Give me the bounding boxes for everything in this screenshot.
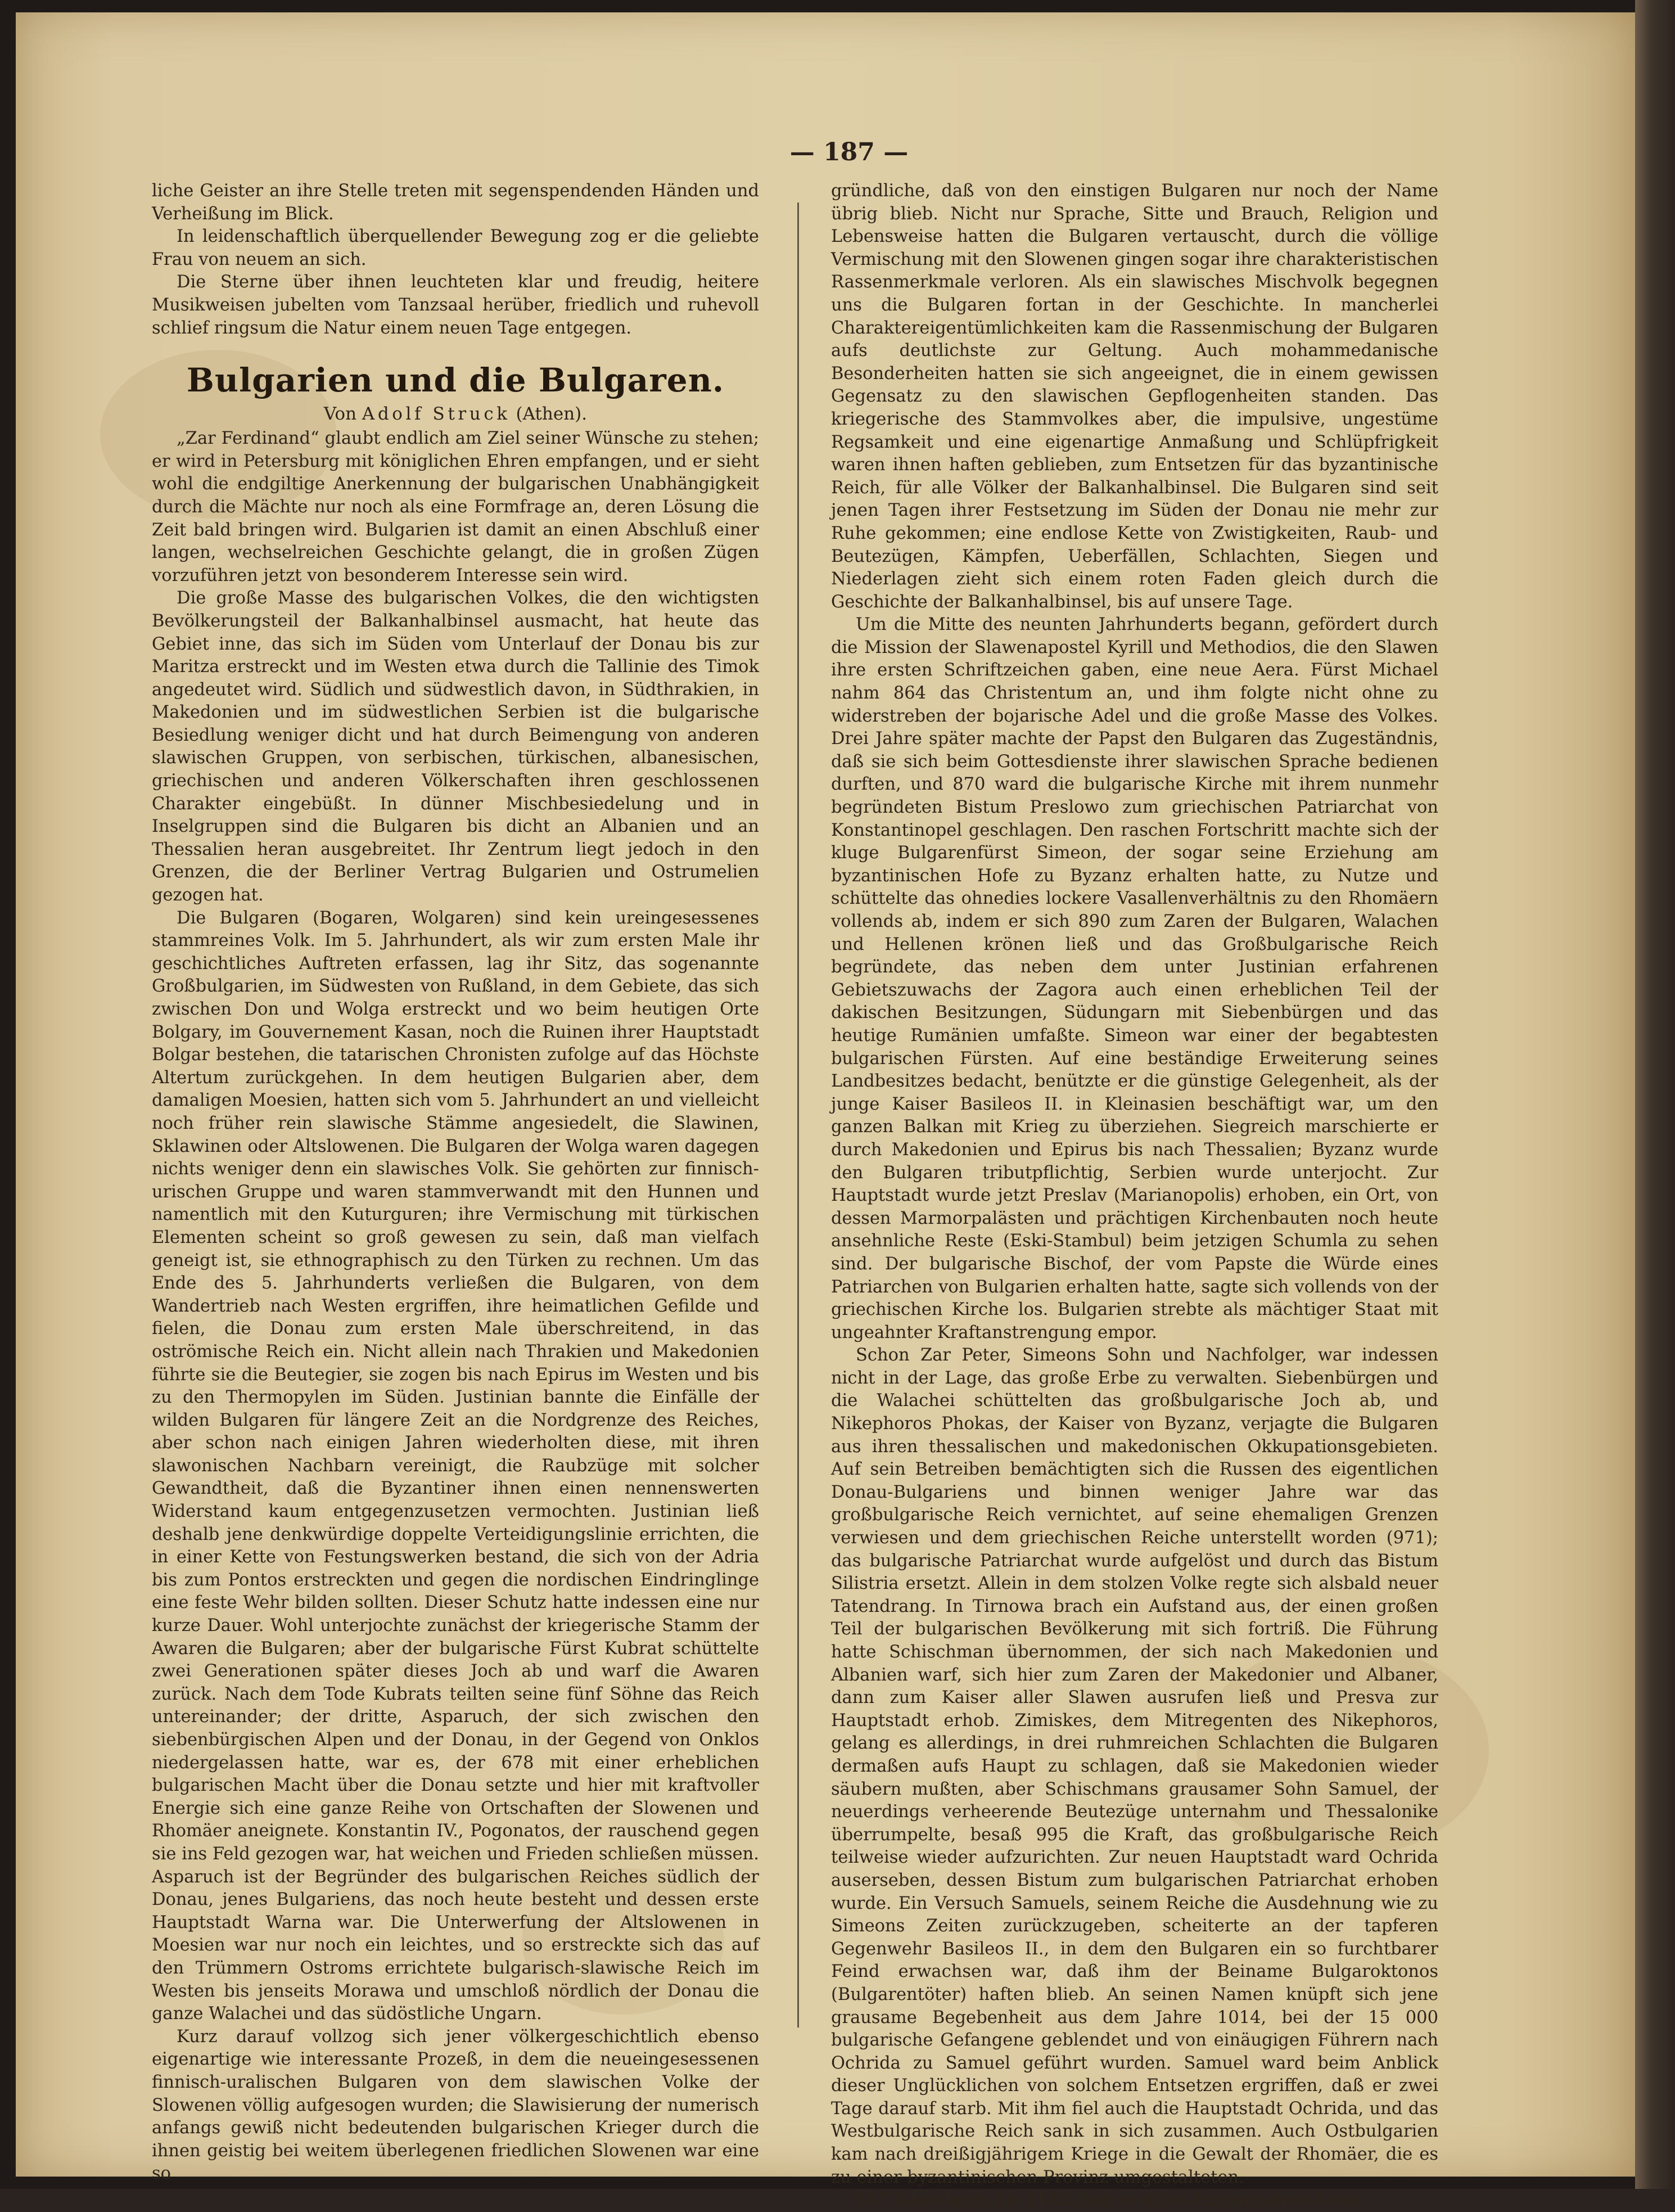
article-paragraph: Die Bulgaren (Bogaren, Wolgaren) sind kein ureingesessenes stammreines Volk. Im 5. Jahrhundert, als wir zum ersten Male ihr geschichtliches Auftreten erfassen, lag ihr Sitz, das sogenannte Großbulgarien, im Südwesten von Rußland, in dem Gebiete, das sich zwischen Don und Wolga erstreckt und wo beim heutigen Orte Bolgary, im Gouvernement Kasan, noch die Ruinen ihrer Hauptstadt Bolgar bestehen, die tatarischen Chronisten zufolge auf das Höchste Altertum zurückgehen. In dem heutigen Bulgarien aber, dem damaligen Moesien, hatten sich vom 5. Jahrhundert an und vielleicht noch früher rein slawische Stämme angesiedelt, die Slawinen, Sklawinen oder Altslowenen. Die Bulgaren der Wolga waren dagegen nichts weniger denn ein slawisches Volk. Sie gehörten zur finnisch-urischen Gruppe und waren stammverwandt mit den Hunnen und namentlich mit den Kuturguren; ihre Vermischung mit türkischen Elementen scheint so groß gewesen zu sein, daß man vielfach geneigt ist, sie ethnographisch zu den Türken zu rechnen. Um das Ende des 5. Jahrhunderts verließen die Bulgaren, von dem Wandertrieb nach Westen ergriffen, ihre heimatlichen Gefilde und fielen, die Donau zum ersten Male überschreitend, in das oströmische Reich ein. Nicht allein nach Thrakien und Makedonien führte sie die Beutegier, sie zogen bis nach Epirus im Westen und bis zu den Thermopylen im Süden. Justinian bannte die Einfälle der wilden Bulgaren für längere Zeit an die Nordgrenze des Reiches, aber schon nach einigen Jahren wiederholten diese, mit ihren slawonischen Nachbarn vereinigt, die Raubzüge mit solcher Gewandtheit, daß die Byzantiner ihnen einen nennenswerten Widerstand kaum entgegenzusetzen vermochten. Justinian ließ deshalb jene denkwürdige doppelte Verteidigungslinie errichten, die in einer Kette von Festungswerken bestand, die sich von der Adria bis zum Pontos erstreckten und gegen die nordischen Eindringlinge eine feste Wehr bilden sollten. Dieser Schutz hatte indessen eine nur kurze Dauer. Wohl unterjochte zunächst der kriegerische Stamm der Awaren die Bulgaren; aber der bulgarische Fürst Kubrat schüttelte zwei Generationen später dieses Joch ab und warf die Awaren zurück. Nach dem Tode Kubrats teilten seine fünf Söhne das Reich untereinander; der dritte, Asparuch, der sich zwischen den siebenbürgischen Alpen und der Donau, in der Gegend von Onklos niedergelassen hatte, war es, der 678 mit einer erheblichen bulgarischen Macht über die Donau setzte und hier mit kraftvoller Energie sich eine ganze Reihe von Ortschaften der Slowenen und Rhomäer aneignete. Konstantin IV., Pogonatos, der rauschend gegen sie ins Feld gezogen war, hat weichen und Frieden schließen müssen. Asparuch ist der Begründer des bulgarischen Reiches südlich der Donau, jenes Bulgariens, das noch heute besteht und dessen erste Hauptstadt Warna war. Die Unterwerfung der Altslowenen in Moesien war nur noch ein leichtes, und so erstreckte sich das auf den Trümmern Ostroms errichtete bulgarisch-slawische Reich im Westen bis jenseits Morawa und umschloß nördlich der Donau die ganze Walachei und das südöstliche Ungarn. <box>152 908 759 2024</box>
book-binding-edge <box>1635 0 1675 2189</box>
byline-prefix: Von <box>323 404 357 425</box>
left-column <box>152 180 759 2186</box>
article-byline <box>152 403 759 425</box>
byline-place: (Athen). <box>516 404 588 425</box>
column-divider <box>797 202 799 2028</box>
article-paragraph: „Zar Ferdinand“ glaubt endlich am Ziel seiner Wünsche zu stehen; er wird in Petersburg mit königlichen Ehren empfangen, und er sieht wohl die endgiltige Anerkennung der bulgarischen Unabhängigkeit durch die Mächte nur noch als eine Formfrage an, deren Lösung die Zeit bald bringen wird. Bulgarien ist damit an einen Abschluß einer langen, wechselreichen Geschichte gelangt, die in großen Zügen vorzuführen jetzt von besonderem Interesse sein wird. <box>152 429 759 585</box>
story-paragraph: In leidenschaftlich überquellender Bewegung zog er die geliebte Frau von neuem an sich. <box>152 227 759 269</box>
article-paragraph: Die große Masse des bulgarischen Volkes, die den wichtigsten Bevölkerungsteil der Balkanhalbinsel ausmacht, hat heute das Gebiet inne, das sich im Süden vom Unterlauf der Donau bis zur Maritza erstreckt und im Westen etwa durch die Tallinie des Timok angedeutet wird. Südlich und südwestlich davon, in Südthrakien, in Makedonien und im südwestlichen Serbien ist die bulgarische Besiedlung weniger dicht und hat durch Beimengung von anderen slawischen Gruppen, von serbischen, türkischen, albanesischen, griechischen und anderen Völkerschaften ihren geschlossenen Charakter eingebüßt. In dünner Mischbesiedelung und in Inselgruppen sind die Bulgaren bis dicht an Albanien und an Thessalien heran ausgebreitet. Ihr Zentrum liegt jedoch in den Grenzen, die der Berliner Vertrag Bulgarien und Ostrumelien gezogen hat. <box>152 588 759 905</box>
article-paragraph: Schon Zar Peter, Simeons Sohn und Nachfolger, war indessen nicht in der Lage, das große Erbe zu verwalten. Siebenbürgen und die Walachei schüttelten das großbulgarische Joch ab, und Nikephoros Phokas, der Kaiser von Byzanz, verjagte die Bulgaren aus ihren thessalischen und makedonischen Okkupationsgebieten. Auf sein Betreiben bemächtigten sich die Russen des eigentlichen Donau-Bulgariens und binnen weniger Jahre war das großbulgarische Reich vernichtet, auf seine ehemaligen Grenzen verwiesen und dem griechischen Reiche unterstellt worden (971); das bulgarische Patriarchat wurde aufgelöst und durch das Bistum Silistria ersetzt. Allein in dem stolzen Volke regte sich alsbald neuer Tatendrang. In Tirnowa brach ein Aufstand aus, der einen großen Teil der bulgarischen Bevölkerung mit sich fortriß. Die Führung hatte Schischman übernommen, der sich nach Makedonien und Albanien warf, sich hier zum Zaren der Makedonier und Albaner, dann zum Kaiser aller Slawen ausrufen ließ und Presva zur Hauptstadt erhob. Zimiskes, dem Mitregenten des Nikephoros, gelang es allerdings, in drei ruhmreichen Schlachten die Bulgaren dermaßen aufs Haupt zu schlagen, daß sie Makedonien wieder säubern mußten, aber Schischmans grausamer Sohn Samuel, der neuerdings verheerende Beutezüge unternahm und Thessalonike überrumpelte, besaß 995 die Kraft, das großbulgarische Reich teilweise wieder aufzurichten. Zur neuen Hauptstadt ward Ochrida auserseben, dessen Bistum zum bulgarischen Patriarchat erhoben wurde. Ein Versuch Samuels, seinem Reiche die Ausdehnung wie zu Simeons Zeiten zurückzugeben, scheiterte an der tapferen Gegenwehr Basileos II., in dem den Bulgaren ein so furchtbarer Feind erwachsen war, daß ihm der Beiname Bulgaroktonos (Bulgarentöter) haften blieb. An seinen Namen knüpft sich jene grausame Begebenheit aus dem Jahre 1014, bei der 15 000 bulgarische Gefangene geblendet und von einäugigen Führern nach Ochrida zu Samuel geführt wurden. Samuel ward beim Anblick dieser Unglücklichen von solchem Entsetzen ergriffen, daß er zwei Tage darauf starb. Mit ihm fiel auch die Hauptstadt Ochrida, und das Westbulgarische Reich sank in sich zusammen. Auch Ostbulgarien kam nach dreißigjährigem Kriege in die Gewalt der Rhomäer, die es zu einer byzantinischen Provinz umgestalteten. <box>831 1345 1438 2187</box>
story-continuation: liche Geister an ihre Stelle treten mit segenspendenden Händen und Verheißung im Blick. <box>152 181 759 224</box>
byline-author: Adolf Struck <box>362 404 511 425</box>
story-paragraph: Die Sterne über ihnen leuchteten klar und freudig, heitere Musikweisen jubelten vom Tanzsaal herüber, friedlich und ruhevoll schlief ringsum die Natur einem neuen Tage entgegen. <box>152 272 759 338</box>
page-number: — 187 — <box>789 138 909 166</box>
article-paragraph: 167 Jahre lang, bis 1186, gab es einen bulgarischen Staat <box>856 2190 1360 2210</box>
right-column <box>831 180 1438 2212</box>
article-paragraph: Kurz darauf vollzog sich jener völkergeschichtlich ebenso eigenartige wie interessante Prozeß, in dem die neueingesessenen finnisch-uralischen Bulgaren von dem slawischen Volke der Slowenen völlig aufgesogen wurden; die Slawisierung der numerisch anfangs gewiß nicht bedeutenden bulgarischen Krieger durch die ihnen geistig bei weitem überlegenen friedlichen Slowenen war eine so <box>152 2026 759 2184</box>
article-paragraph: Um die Mitte des neunten Jahrhunderts begann, gefördert durch die Mission der Slawenapostel Kyrill und Methodios, die den Slawen ihre ersten Schriftzeichen gaben, eine neue Aera. Fürst Michael nahm 864 das Christentum an, und ihm folgte nicht ohne zu widerstreben der bojarische Adel und die große Masse des Volkes. Drei Jahre später machte der Papst den Bulgaren das Zugeständnis, daß sie sich beim Gottesdienste ihrer slawischen Sprache bedienen durften, und 870 ward die bulgarische Kirche mit ihrem nunmehr begründeten Bistum Preslowo zum griechischen Patriarchat von Konstantinopel geschlagen. Den raschen Fortschritt machte sich der kluge Bulgarenfürst Simeon, der sogar seine Erziehung am byzantinischen Hofe zu Byzanz erhalten hatte, zu Nutze und schüttelte das ohnedies lockere Vasallenverhältnis zu den Rhomäern vollends ab, indem er sich 890 zum Zaren der Bulgaren, Walachen und Hellenen krönen ließ und das Großbulgarische Reich begründete, das neben dem unter Justinian erfahrenen Gebietszuwachs der Zagora auch einen erheblichen Teil der dakischen Besitzungen, Südungarn mit Siebenbürgen und das heutige Rumänien umfaßte. Simeon war einer der begabtesten bulgarischen Fürsten. Auf eine beständige Erweiterung seines Landbesitzes bedacht, benützte er die günstige Gelegenheit, als der junge Kaiser Basileos II. in Kleinasien beschäftigt war, um den ganzen Balkan mit Krieg zu überziehen. Siegreich marschierte er durch Makedonien und Epirus bis nach Thessalien; Byzanz wurde den Bulgaren tributpflichtig, Serbien wurde unterjocht. Zur Hauptstadt wurde jetzt Preslav (Marianopolis) erhoben, ein Ort, von dessen Marmorpalästen und prächtigen Kirchenbauten noch heute ansehnliche Reste (Eski-Stambul) beim jetzigen Schumla zu sehen sind. Der bulgarische Bischof, der vom Papste die Würde eines Patriarchen von Bulgarien erhalten hatte, sagte sich vollends von der griechischen Kirche los. Bulgarien strebte als mächtiger Staat mit ungeahnter Kraftanstrengung empor. <box>831 615 1438 1342</box>
article-paragraph: gründliche, daß von den einstigen Bulgaren nur noch der Name übrig blieb. Nicht nur Sprache, Sitte und Brauch, Religion und Lebensweise hatten die Bulgaren vertauscht, durch die völlige Vermischung mit den Slowenen gingen sogar ihre charakteristischen Rassenmerkmale verloren. Als ein slawisches Mischvolk begegnen uns die Bulgaren fortan in der Geschichte. In mancherlei Charaktereigentümlichkeiten kam die Rassenmischung der Bulgaren aufs deutlichste zur Geltung. Auch mohammedanische Besonderheiten hatten sie sich angeeignet, die in einem gewissen Gegensatz zu den slawischen Gepflogenheiten standen. Das kriegerische des Stammvolkes aber, die impulsive, ungestüme Regsamkeit und eine eigenartige Anmaßung und Schlüpfrigkeit waren ihnen haften geblieben, zum Entsetzen für das byzantinische Reich, für alle Völker der Balkanhalbinsel. Die Bulgaren sind seit jenen Tagen ihrer Festsetzung im Süden der Donau nie mehr zur Ruhe gekommen; eine endlose Kette von Zwistigkeiten, Raub- und Beutezügen, Kämpfen, Ueberfällen, Schlachten, Siegen und Niederlagen zieht sich einem roten Faden gleich durch die Geschichte der Balkanhalbinsel, bis auf unsere Tage. <box>831 181 1438 612</box>
article-title: Bulgarien und die Bulgaren. <box>186 361 725 400</box>
